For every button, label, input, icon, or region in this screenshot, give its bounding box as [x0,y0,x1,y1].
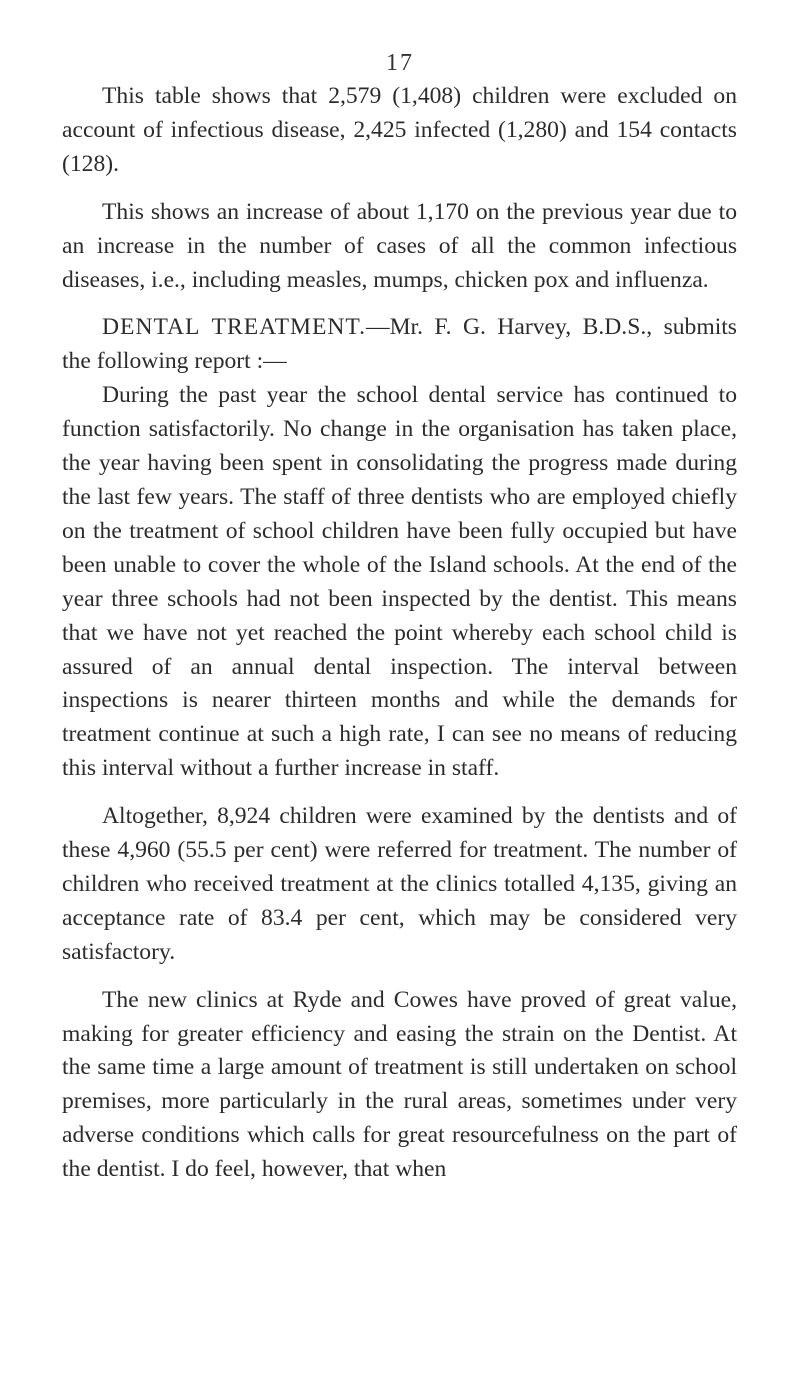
page-number: 17 [386,50,414,76]
paragraph-new-clinics: The new clinics at Ryde and Cowes have proved of great value, making for greater efficiency and easing the strain on the Dentist. At the same time a large amount of treatment is still undertaken on school premises, more particularly in the rural areas, sometimes under very adverse conditions which calls for great resourcefulness on the part of the dentist. I do feel, however, that when [62,986,737,1183]
paragraph-dental-heading [62,311,737,379]
paragraph-dental-service: During the past year the school dental service has continued to function satisfactorily. No change in the organisation has taken place, the year having been spent in consolidating the progress made during the last few years. The staff of three dentists who are employed chiefly on the treatment of school children have been fully occupied but have been unable to cover the whole of the Island schools. At the end of the year three schools had not been inspected by the dentist. This means that we have not yet reached the point whereby each school child is assured of an annual dental inspection. The interval between inspections is nearer thirteen months and while the demands for treatment continue at such a high rate, I can see no means of reducing this interval without a further increase in staff. [62,382,737,782]
document-body [62,80,737,1187]
dental-report-intro: —Mr. F. G. Harvey, B.D.S., submits the following report :— [62,314,737,375]
section-heading-dental-treatment: DENTAL TREATMENT. [102,314,366,341]
paragraph-increase: This shows an increase of about 1,170 on the previous year due to an increase in the number of cases of all the common infectious diseases, i.e., including measles, mumps, chicken pox and influenza. [62,198,737,293]
paragraph-examinations: Altogether, 8,924 children were examined by the dentists and of these 4,960 (55.5 per cent) were referred for treatment. The number of children who received treatment at the clinics totalled 4,135, giving an acceptance rate of 83.4 per cent, which may be considered very satisfactory. [62,803,737,965]
paragraph-exclusions: This table shows that 2,579 (1,408) children were excluded on account of infectious disease, 2,425 infected (1,280) and 154 contacts (128). [62,83,737,177]
